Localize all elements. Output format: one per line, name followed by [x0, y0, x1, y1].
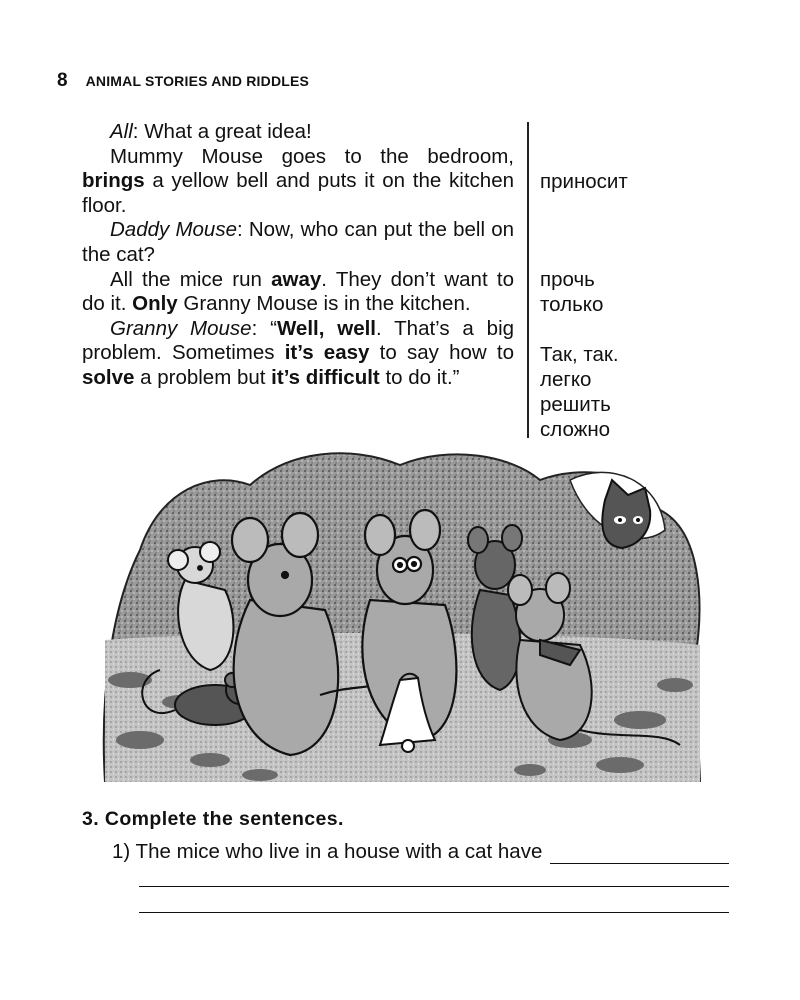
story-paragraph: All the mice run away. They don’t want to do it. Only Granny Mouse is in the kitchen.: [82, 267, 514, 316]
story-text: [82, 120, 514, 391]
mice-illustration: [100, 440, 705, 782]
gloss-item: только: [540, 293, 604, 316]
gloss-item: приносит: [540, 170, 628, 193]
exercise-title: 3. Complete the sentences.: [82, 808, 344, 830]
vocab-word: solve: [82, 365, 135, 389]
vocab-word: it’s easy: [284, 341, 370, 365]
column-divider: [527, 122, 529, 438]
answer-blank: [550, 841, 729, 864]
vocab-word: brings: [82, 169, 145, 193]
story-paragraph: All: What a great idea!: [110, 120, 312, 143]
gloss-item: сложно: [540, 418, 611, 441]
speaker: Daddy Mouse: [110, 218, 237, 242]
speaker: All: [110, 120, 133, 143]
exercise-prompt: 1) The mice who live in a house with a cat have: [112, 840, 543, 863]
gloss-item: легко: [540, 368, 592, 391]
vocab-word: away: [271, 267, 322, 291]
gloss-item: Так, так.: [540, 343, 619, 366]
page-header: [57, 70, 309, 92]
vocab-word: Well, well: [276, 316, 376, 340]
answer-line: [139, 886, 729, 887]
answer-line: [139, 912, 729, 913]
story-paragraph: Mummy Mouse goes to the bedroom, brings a yellow bell and puts it on the kitchen floor.: [82, 144, 514, 217]
gloss-item: решить: [540, 393, 611, 416]
gloss-item: прочь: [540, 268, 595, 291]
story-paragraph: Daddy Mouse: Now, who can put the bell on the cat?: [82, 218, 514, 266]
back-mouse: [468, 525, 522, 690]
vocab-word: it’s difficult: [271, 365, 380, 389]
running-title: ANIMAL STORIES AND RIDDLES: [85, 73, 310, 89]
story-paragraph: Granny Mouse: “Well, well. That’s a big problem. Sometimes it’s easy to say how to solve a problem but it’s difficult to do it.”: [82, 316, 515, 389]
vocab-word: Only: [132, 292, 178, 316]
page-number: 8: [57, 70, 68, 91]
speaker: Granny Mouse: [110, 316, 252, 340]
exercise-item-1: [112, 840, 729, 864]
